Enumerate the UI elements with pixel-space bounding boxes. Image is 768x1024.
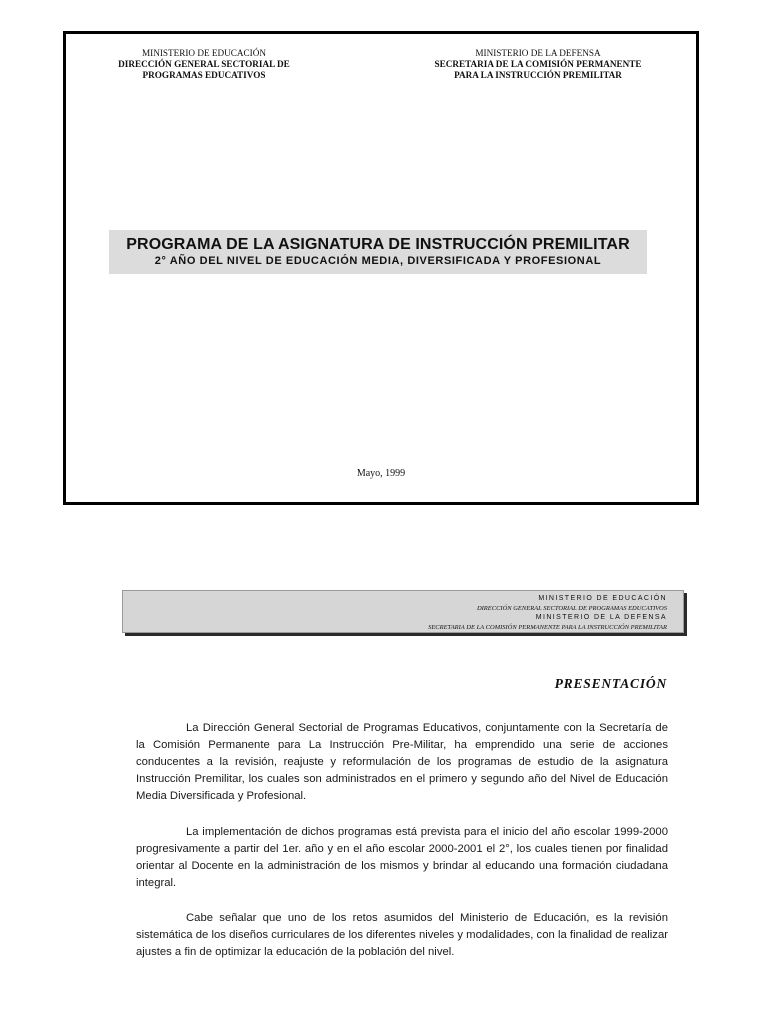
right-header-line-3: PARA LA INSTRUCCIÓN PREMILITAR <box>454 70 622 80</box>
banner-line-4: SECRETARIA DE LA COMISIÓN PERMANENTE PARA LA INSTRUCCIÓN PREMILITAR <box>428 623 667 631</box>
right-header-line-2: SECRETARIA DE LA COMISIÓN PERMANENTE <box>434 59 642 69</box>
cover-title-box <box>109 230 647 274</box>
cover-subtitle: 2° AÑO DEL NIVEL DE EDUCACIÓN MEDIA, DIVERSIFICADA Y PROFESIONAL <box>154 255 602 267</box>
left-ministry-header <box>84 48 324 81</box>
left-header-line-3: PROGRAMAS EDUCATIVOS <box>142 70 266 80</box>
banner-line-3: MINISTERIO DE LA DEFENSA <box>535 614 667 621</box>
paragraph-3: Cabe señalar que uno de los retos asumidos del Ministerio de Educación, es la revisión sistemática de los diseños curriculares de los diferentes niveles y modalidades, con la finalidad de realizar ajustes a fin de optimizar la educación de la población del nivel. <box>136 912 668 958</box>
left-header-line-2: DIRECCIÓN GENERAL SECTORIAL DE <box>118 59 290 69</box>
banner-text <box>428 594 667 632</box>
cover-title: PROGRAMA DE LA ASIGNATURA DE INSTRUCCIÓN PREMILITAR <box>126 236 630 253</box>
right-ministry-header <box>418 48 658 81</box>
page-header-banner <box>122 590 684 633</box>
cover-page <box>63 31 699 505</box>
right-header-line-1: MINISTERIO DE LA DEFENSA <box>475 48 601 58</box>
banner-line-2: DIRECCIÓN GENERAL SECTORIAL DE PROGRAMAS EDUCATIVOS <box>476 604 667 612</box>
section-heading: PRESENTACIÓN <box>554 676 667 691</box>
cover-date: Mayo, 1999 <box>356 468 406 479</box>
paragraph-2: La implementación de dichos programas está prevista para el inicio del año escolar 1999-2000 progresivamente a partir del 1er. año y en el año escolar 2000-2001 el 2°, los cuales tienen por finalidad orientar al Docente en la administración de los mismos y brindar al educando una formación ciudadana integral. <box>136 826 668 889</box>
banner-line-1: MINISTERIO DE EDUCACIÓN <box>538 595 667 602</box>
paragraph-1: La Dirección General Sectorial de Programas Educativos, conjuntamente con la Secretaría de la Comisión Permanente para La Instrucción Pre-Militar, ha emprendido una serie de acciones conducentes a la revisión, reajuste y reformulación de los programas de estudio de la asignatura Instrucción Premilitar, los cuales son administrados en el primero y segundo año del Nivel de Educación Media Diversificada y Profesional. <box>136 722 668 802</box>
left-header-line-1: MINISTERIO DE EDUCACIÓN <box>141 48 267 58</box>
